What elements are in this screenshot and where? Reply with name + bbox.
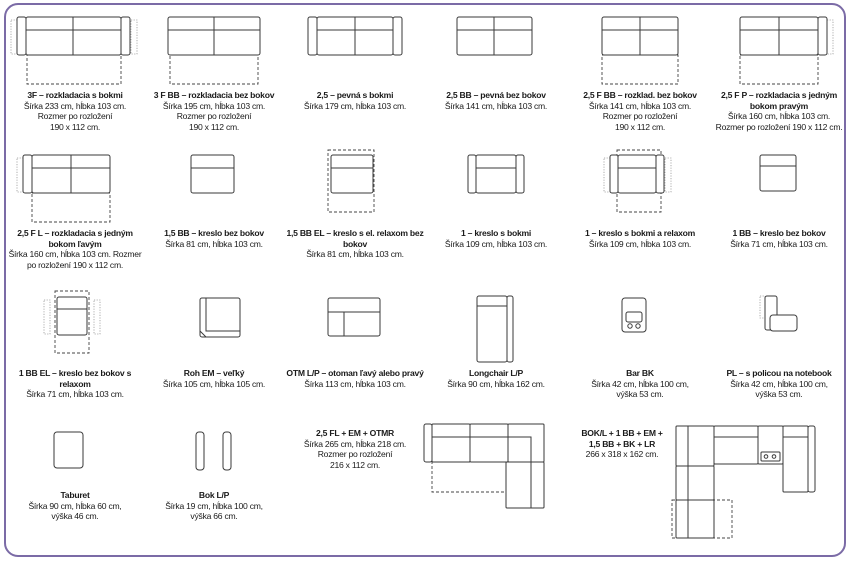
- caption-pl: PL – s policou na notebook Šírka 42 cm, hĺbka 100 cm, výška 53 cm.: [726, 368, 832, 399]
- caption-longchair: Longchair L/P Šírka 90 cm, hĺbka 162 cm.: [447, 368, 545, 389]
- drawing-25fp: [740, 17, 833, 84]
- drawing-roh-em: [200, 298, 240, 337]
- drawing-15bbel: [328, 150, 374, 212]
- drawing-otm: [328, 298, 380, 336]
- drawing-1: [468, 155, 524, 193]
- drawing-15bb: [191, 155, 234, 193]
- caption-25: 2,5 – pevná s bokmi Šírka 179 cm, hĺbka 103 cm.: [303, 90, 407, 111]
- caption-25fp: 2,5 F P – rozkladacia s jedným bokom pravým Šírka 160 cm, hĺbka 103 cm. Rozmer po rozložení 190 x 112 cm.: [715, 90, 843, 132]
- drawing-3f: [11, 17, 137, 84]
- drawing-3fbb: [168, 17, 260, 84]
- caption-taburet: Taburet Šírka 90 cm, hĺbka 60 cm, výška 46 cm.: [28, 490, 122, 521]
- drawing-1bbel: [44, 291, 100, 353]
- caption-25fbb: 2,5 F BB – rozklad. bez bokov Šírka 141 cm, hĺbka 103 cm. Rozmer po rozložení 190 x 112 cm.: [583, 90, 697, 132]
- caption-roh-em: Roh EM – veľký Šírka 105 cm, hĺbka 105 cm.: [162, 368, 266, 389]
- caption-15bb: 1,5 BB – kreslo bez bokov Šírka 81 cm, hĺbka 103 cm.: [164, 228, 264, 249]
- drawing-1bb: [760, 155, 796, 191]
- caption-bar-bk: Bar BK Šírka 42 cm, hĺbka 100 cm, výška 53 cm.: [591, 368, 689, 399]
- drawing-longchair: [477, 296, 513, 362]
- caption-bok: Bok L/P Šírka 19 cm, hĺbka 100 cm, výška 66 cm.: [165, 490, 263, 521]
- drawing-25fl: [17, 155, 110, 222]
- drawing-bok: [196, 432, 231, 470]
- drawing-25bb: [457, 17, 532, 55]
- drawing-pl: [760, 296, 797, 331]
- drawing-bar-bk: [622, 298, 646, 332]
- caption-set-25fl-em-otmr: 2,5 FL + EM + OTMR Šírka 265 cm, hĺbka 218 cm. Rozmer po rozložení 216 x 112 cm.: [303, 428, 407, 470]
- caption-1: 1 – kreslo s bokmi Šírka 109 cm, hĺbka 103 cm.: [444, 228, 548, 249]
- caption-3fbb: 3 F BB – rozkladacia bez bokov Šírka 195 cm, hĺbka 103 cm. Rozmer po rozložení 190 x 112 cm.: [153, 90, 275, 132]
- drawing-taburet: [54, 432, 83, 468]
- drawing-1-relax: [604, 150, 671, 212]
- caption-set-bokl: BOK/L + 1 BB + EM + 1,5 BB + BK + LR 266 x 318 x 162 cm.: [581, 428, 663, 459]
- caption-3f: 3F – rozkladacia s bokmi Šírka 233 cm, hĺbka 103 cm. Rozmer po rozložení 190 x 112 cm.: [23, 90, 127, 132]
- caption-1bb: 1 BB – kreslo bez bokov Šírka 71 cm, hĺbka 103 cm.: [730, 228, 828, 249]
- caption-1-relax: 1 – kreslo s bokmi a relaxom Šírka 109 cm, hĺbka 103 cm.: [584, 228, 696, 249]
- caption-25fl: 2,5 F L – rozkladacia s jedným bokom ľavým Šírka 160 cm, hĺbka 103 cm. Rozmer po rozložení 190 x 112 cm.: [8, 228, 142, 270]
- caption-otm: OTM L/P – otoman ľavý alebo pravý Šírka 113 cm, hĺbka 103 cm.: [286, 368, 424, 389]
- caption-25bb: 2,5 BB – pevná bez bokov Šírka 141 cm, hĺbka 103 cm.: [444, 90, 548, 111]
- drawing-set-bokl-1bb-em-15bb-bk-lr: [672, 426, 815, 538]
- drawing-set-25fl-em-otmr: [424, 424, 544, 508]
- drawing-25: [308, 17, 402, 55]
- drawing-25fbb: [602, 17, 678, 84]
- caption-1bbel: 1 BB EL – kreslo bez bokov s relaxom Šírka 71 cm, hĺbka 103 cm.: [18, 368, 132, 399]
- caption-15bbel: 1,5 BB EL – kreslo s el. relaxom bez bokov Šírka 81 cm, hĺbka 103 cm.: [286, 228, 424, 259]
